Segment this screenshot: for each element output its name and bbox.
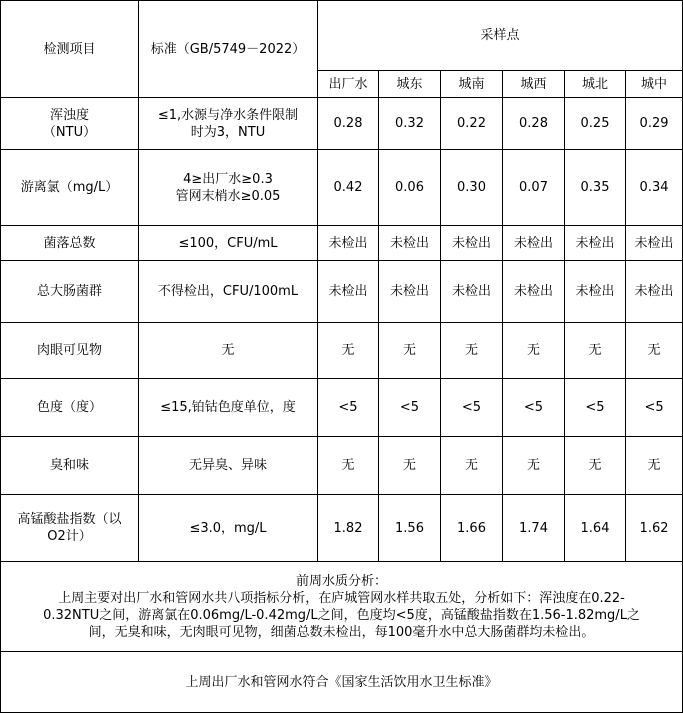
sample-value: 0.42 (318, 150, 379, 226)
sample-value: 未检出 (565, 226, 626, 261)
standard-value (139, 379, 318, 437)
standard-value (139, 495, 318, 562)
standard-line: ≤3.0，mg/L (189, 520, 267, 536)
sample-value: 未检出 (503, 226, 565, 261)
sample-value: 未检出 (626, 261, 683, 323)
sample-value: 0.30 (441, 150, 503, 226)
standard-line: 4≥出厂水≥0.3 (183, 171, 273, 187)
standard-value (139, 437, 318, 495)
indicator-name-line: 高锰酸盐指数（以 (17, 512, 122, 527)
analysis-line: 0.32NTU之间，游离氯在0.06mg/L-0.42mg/L之间，色度均<5度，高锰酸盐指数在1.56-1.82mg/L之 (43, 607, 640, 623)
standard-value (139, 226, 318, 261)
sample-value: 无 (379, 437, 441, 495)
sample-value: <5 (503, 379, 565, 437)
sample-value: 1.56 (379, 495, 441, 562)
sample-value: 1.74 (503, 495, 565, 562)
sample-value: 无 (503, 323, 565, 379)
conclusion-row (1, 652, 683, 713)
sample-value: 无 (626, 437, 683, 495)
sample-value: 0.29 (626, 98, 683, 150)
sample-value: 无 (318, 437, 379, 495)
sample-value: 未检出 (503, 261, 565, 323)
indicator-name-line: 色度（度） (36, 400, 102, 415)
header-site: 城南 (441, 71, 503, 98)
sample-value: 0.32 (379, 98, 441, 150)
sample-value: 未检出 (441, 226, 503, 261)
indicator-name-line: 臭和味 (49, 458, 89, 473)
sample-value: <5 (379, 379, 441, 437)
sample-value: 0.34 (626, 150, 683, 226)
indicator-name-line: 菌落总数 (43, 235, 96, 251)
sample-value: 0.28 (318, 98, 379, 150)
standard-line: ≤15,铂钴色度单位，度 (160, 400, 296, 415)
indicator-name-line: 浑浊度 (49, 107, 89, 123)
table-row (1, 323, 683, 379)
sample-value: 无 (379, 323, 441, 379)
indicator-name-line: 肉眼可见物 (36, 343, 102, 358)
sample-value: 未检出 (318, 261, 379, 323)
sample-value: 未检出 (379, 226, 441, 261)
indicator-name (1, 379, 139, 437)
indicator-name-line: 游离氯（mg/L） (20, 180, 119, 195)
sample-value: 1.62 (626, 495, 683, 562)
standard-value (139, 150, 318, 226)
sample-value: 0.28 (503, 98, 565, 150)
analysis-row (1, 562, 683, 652)
standard-value (139, 323, 318, 379)
sample-value: 未检出 (565, 261, 626, 323)
indicator-name (1, 437, 139, 495)
standard-line: 不得检出，CFU/100mL (157, 284, 299, 299)
table-row (1, 495, 683, 562)
header-row-1 (1, 1, 683, 71)
standard-value (139, 98, 318, 150)
table-row (1, 150, 683, 226)
sample-value: 无 (441, 323, 503, 379)
sample-value: <5 (565, 379, 626, 437)
indicator-name (1, 495, 139, 562)
table-row (1, 437, 683, 495)
sample-value: 1.82 (318, 495, 379, 562)
header-site: 城西 (503, 71, 565, 98)
sample-value: 未检出 (626, 226, 683, 261)
conclusion-text: 上周出厂水和管网水符合《国家生活饮用水卫生标准》 (1, 652, 683, 713)
header-standard: 标准（GB/5749－2022） (139, 1, 318, 98)
sample-value: 无 (318, 323, 379, 379)
indicator-name-line: （NTU） (42, 124, 97, 140)
sample-value: 无 (565, 437, 626, 495)
table-row (1, 379, 683, 437)
header-sampling: 采样点 (318, 1, 683, 71)
header-item: 检测项目 (1, 1, 139, 98)
standard-line: 管网末梢水≥0.05 (175, 188, 281, 204)
sample-value: <5 (441, 379, 503, 437)
standard-line: ≤100，CFU/mL (178, 235, 278, 251)
sample-value: 0.22 (441, 98, 503, 150)
standard-line: 无异臭、异味 (188, 458, 267, 473)
analysis-title: 前周水质分析： (296, 573, 388, 589)
sample-value: 1.64 (565, 495, 626, 562)
sample-value: 0.06 (379, 150, 441, 226)
indicator-name (1, 323, 139, 379)
indicator-name (1, 98, 139, 150)
header-site: 出厂水 (318, 71, 379, 98)
sample-value: 0.25 (565, 98, 626, 150)
sample-value: 0.07 (503, 150, 565, 226)
sample-value: 无 (626, 323, 683, 379)
sample-value: 无 (503, 437, 565, 495)
sample-value: 0.35 (565, 150, 626, 226)
header-site: 城中 (626, 71, 683, 98)
sample-value: <5 (626, 379, 683, 437)
analysis-line: 上周主要对出厂水和管网水共八项指标分析，在庐城管网水样共取五处，分析如下：浑浊度在0.22- (58, 590, 625, 606)
sample-value: 未检出 (379, 261, 441, 323)
indicator-name-line: 总大肠菌群 (36, 284, 102, 299)
table-row (1, 226, 683, 261)
indicator-name (1, 226, 139, 261)
table-row (1, 261, 683, 323)
standard-line: 时为3，NTU (190, 124, 266, 140)
analysis-line: 间，无臭和味，无肉眼可见物，细菌总数未检出，每100毫升水中总大肠菌群均未检出。 (88, 624, 595, 640)
analysis-notes (1, 562, 683, 652)
indicator-name (1, 261, 139, 323)
table-row (1, 98, 683, 150)
header-site: 城北 (565, 71, 626, 98)
sample-value: 1.66 (441, 495, 503, 562)
header-site: 城东 (379, 71, 441, 98)
standard-line: 无 (221, 343, 235, 358)
sample-value: 未检出 (318, 226, 379, 261)
standard-value (139, 261, 318, 323)
sample-value: <5 (318, 379, 379, 437)
standard-line: ≤1,水源与净水条件限制 (157, 107, 299, 123)
indicator-name-line: O2计） (47, 529, 92, 544)
sample-value: 未检出 (441, 261, 503, 323)
sample-value: 无 (565, 323, 626, 379)
indicator-name (1, 150, 139, 226)
sample-value: 无 (441, 437, 503, 495)
